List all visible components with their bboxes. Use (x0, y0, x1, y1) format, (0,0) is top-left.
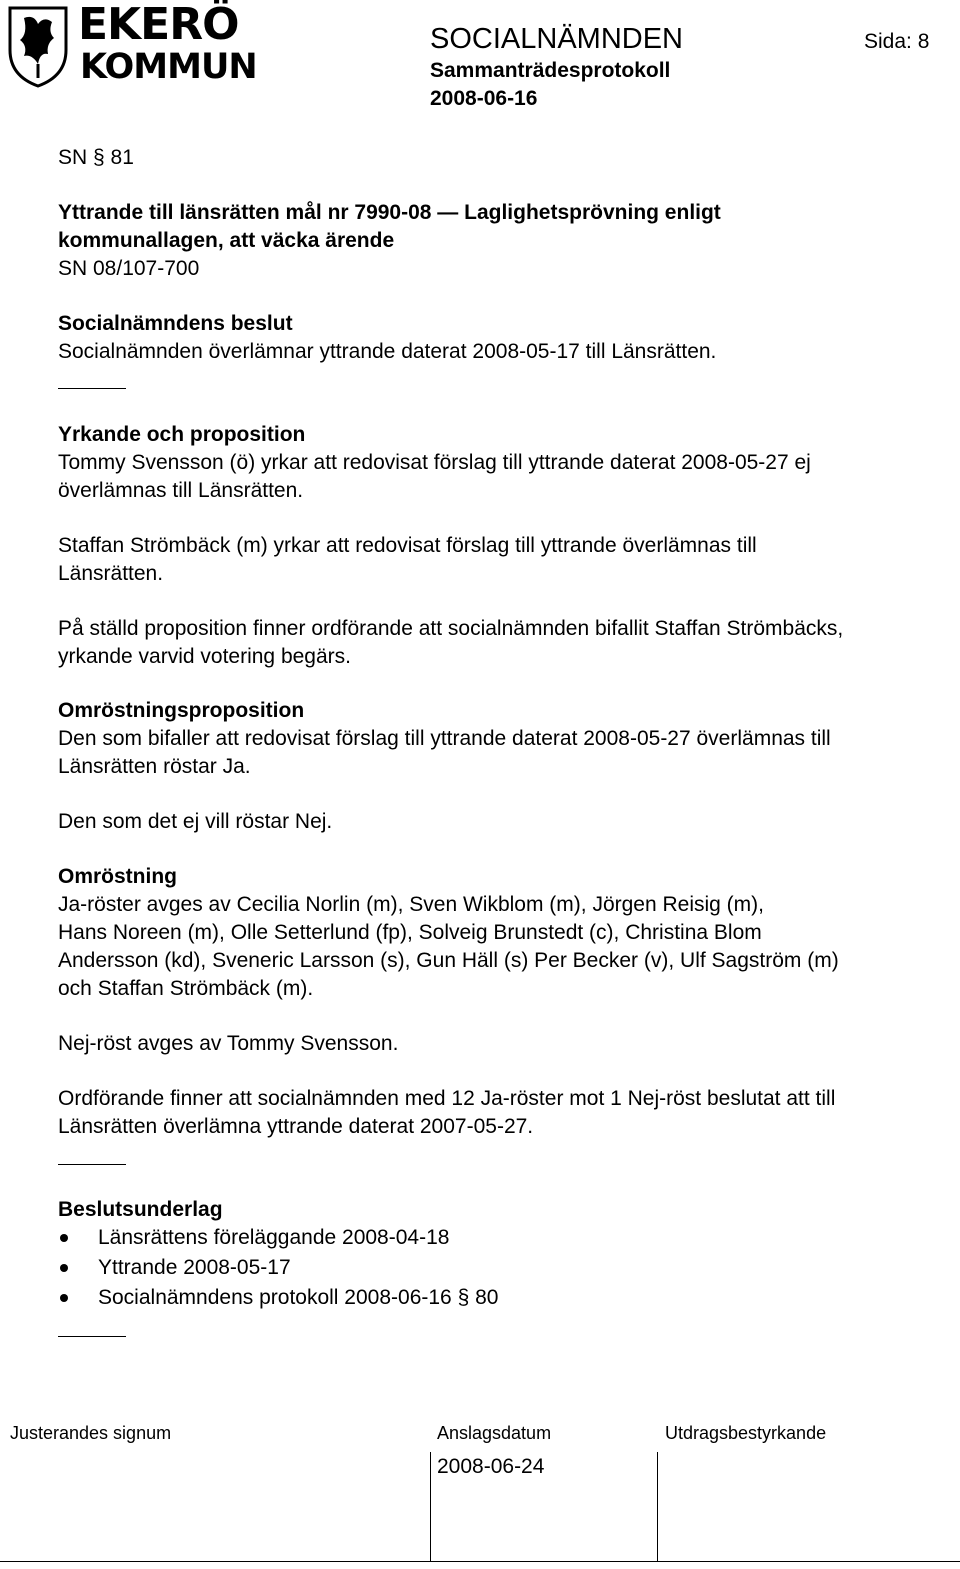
ja-roster-line-1: Ja-röster avges av Cecilia Norlin (m), Sven Wikblom (m), Jörgen Reisig (m), (58, 893, 764, 916)
case-number: SN 08/107-700 (58, 257, 200, 280)
footer-anslagsdatum-label: Anslagsdatum (437, 1423, 552, 1443)
ja-roster-line-4: och Staffan Strömbäck (m). (58, 977, 314, 1000)
ja-roster-line-3: Andersson (kd), Sveneric Larsson (s), Gun Häll (s) Per Becker (v), Ulf Sagström (m) (58, 949, 839, 972)
yrkande-p2-line-1: Staffan Strömbäck (m) yrkar att redovisat förslag till yttrande överlämnas till (58, 534, 757, 557)
page-number: Sida: 8 (864, 30, 930, 53)
beslut-text: Socialnämnden överlämnar yttrande daterat 2008-05-17 till Länsrätten. (58, 340, 717, 363)
omrostningsproposition-p1-line-2: Länsrätten röstar Ja. (58, 755, 251, 778)
beslutsunderlag-list (58, 1223, 498, 1313)
oak-leaf-icon (4, 4, 72, 88)
omrostning-heading: Omröstning (58, 865, 177, 888)
yrkande-p2-line-2: Länsrätten. (58, 562, 164, 585)
yrkande-p1-line-2: överlämnas till Länsrätten. (58, 479, 304, 502)
result-line-1: Ordförande finner att socialnämnden med 12 Ja-röster mot 1 Nej-röst beslutat att till (58, 1087, 836, 1110)
separator-rule (58, 388, 126, 389)
footer-divider (657, 1452, 658, 1562)
list-item: Socialnämndens protokoll 2008-06-16 § 80 (58, 1283, 498, 1313)
footer-anslagsdatum-value: 2008-06-24 (437, 1455, 545, 1478)
separator-rule (58, 1336, 126, 1337)
yrkande-heading: Yrkande och proposition (58, 423, 306, 446)
nej-rost: Nej-röst avges av Tommy Svensson. (58, 1032, 399, 1055)
logo-line-2: KOMMUN (80, 47, 257, 87)
yrkande-p1-line-1: Tommy Svensson (ö) yrkar att redovisat förslag till yttrande daterat 2008-05-27 ej (58, 451, 811, 474)
omrostningsproposition-heading: Omröstningsproposition (58, 699, 305, 722)
beslutsunderlag-heading: Beslutsunderlag (58, 1198, 223, 1221)
doc-type: Sammanträdesprotokoll (430, 59, 671, 82)
ja-roster-line-2: Hans Noreen (m), Olle Setterlund (fp), Solveig Brunstedt (c), Christina Blom (58, 921, 762, 944)
omrostningsproposition-p1-line-1: Den som bifaller att redovisat förslag till yttrande daterat 2008-05-27 överlämnas till (58, 727, 831, 750)
section-title-line-2: kommunallagen, att väcka ärende (58, 229, 395, 252)
result-line-2: Länsrätten överlämna yttrande daterat 2007-05-27. (58, 1115, 534, 1138)
list-item: Yttrande 2008-05-17 (58, 1253, 498, 1283)
footer-utdragsbestyrkande: Utdragsbestyrkande (665, 1423, 827, 1443)
yrkande-p3-line-2: yrkande varvid votering begärs. (58, 645, 351, 668)
meeting-date: 2008-06-16 (430, 87, 538, 110)
logo (4, 0, 257, 90)
org-title: SOCIALNÄMNDEN (430, 23, 683, 55)
paragraph-ref: SN § 81 (58, 146, 134, 169)
logo-line-1: EKERÖ (78, 0, 239, 50)
beslut-heading: Socialnämndens beslut (58, 312, 293, 335)
footer-divider (430, 1452, 431, 1562)
yrkande-p3-line-1: På ställd proposition finner ordförande att socialnämnden bifallit Staffan Strömbäcks, (58, 617, 844, 640)
footer-justerandes-signum: Justerandes signum (10, 1423, 172, 1443)
separator-rule (58, 1164, 126, 1165)
section-title-line-1: Yttrande till länsrätten mål nr 7990-08 — Laglighetsprövning enligt (58, 201, 721, 224)
list-item: Länsrättens föreläggande 2008-04-18 (58, 1223, 498, 1253)
omrostningsproposition-p2: Den som det ej vill röstar Nej. (58, 810, 333, 833)
footer-bottom-rule (0, 1561, 960, 1562)
